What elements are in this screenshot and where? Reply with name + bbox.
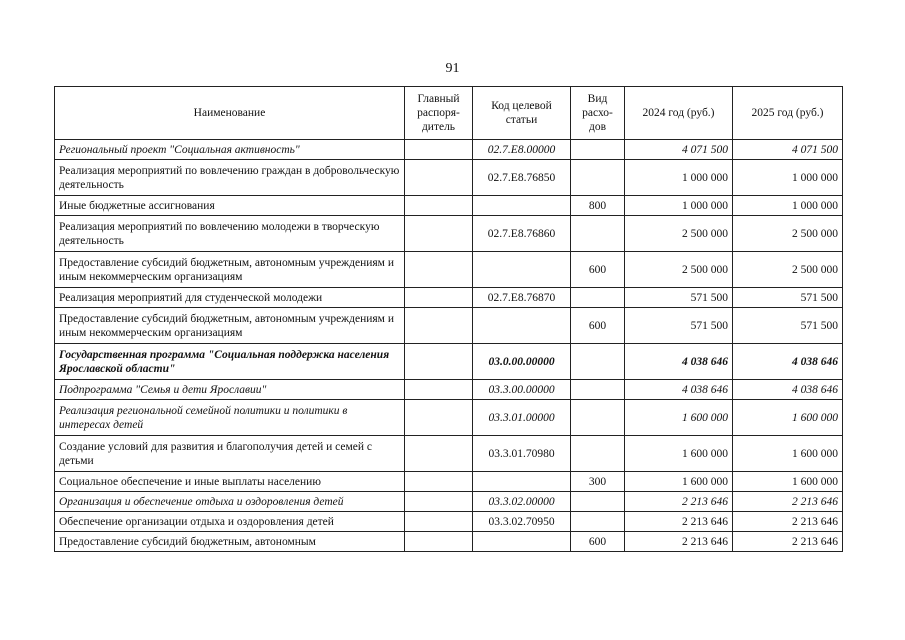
- row-main-manager: [405, 216, 473, 252]
- row-target-code: [473, 252, 571, 288]
- row-2024: 2 213 646: [625, 492, 733, 512]
- row-main-manager: [405, 308, 473, 344]
- row-2025: 2 213 646: [733, 512, 843, 532]
- row-main-manager: [405, 140, 473, 160]
- header-expense-type: Вид расхо-дов: [571, 87, 625, 140]
- row-2024: 4 038 646: [625, 380, 733, 400]
- row-2024: 4 038 646: [625, 344, 733, 380]
- row-main-manager: [405, 160, 473, 196]
- row-expense-type: 300: [571, 472, 625, 492]
- row-target-code: [473, 308, 571, 344]
- row-target-code: 02.7.E8.76870: [473, 288, 571, 308]
- row-expense-type: [571, 288, 625, 308]
- row-2025: 571 500: [733, 288, 843, 308]
- row-name: Предоставление субсидий бюджетным, автономным учреждениям и иным некоммерческим организациям: [55, 308, 405, 344]
- row-2024: 2 500 000: [625, 252, 733, 288]
- table-row: [55, 308, 843, 344]
- row-main-manager: [405, 196, 473, 216]
- row-main-manager: [405, 436, 473, 472]
- row-2025: 1 600 000: [733, 436, 843, 472]
- table-row: [55, 492, 843, 512]
- row-2025: 2 213 646: [733, 492, 843, 512]
- row-expense-type: [571, 400, 625, 436]
- row-expense-type: [571, 160, 625, 196]
- table-row: [55, 532, 843, 552]
- header-2024: 2024 год (руб.): [625, 87, 733, 140]
- row-name: Государственная программа "Социальная поддержка населения Ярославской области": [55, 344, 405, 380]
- table-row: [55, 160, 843, 196]
- row-target-code: 02.7.E8.76860: [473, 216, 571, 252]
- header-2025: 2025 год (руб.): [733, 87, 843, 140]
- row-main-manager: [405, 512, 473, 532]
- row-2025: 1 000 000: [733, 196, 843, 216]
- table-row: [55, 436, 843, 472]
- row-main-manager: [405, 532, 473, 552]
- row-target-code: 02.7.E8.00000: [473, 140, 571, 160]
- row-2024: 2 213 646: [625, 512, 733, 532]
- row-main-manager: [405, 492, 473, 512]
- row-name: Создание условий для развития и благополучия детей и семей с детьми: [55, 436, 405, 472]
- table-row: [55, 344, 843, 380]
- row-name: Организация и обеспечение отдыха и оздоровления детей: [55, 492, 405, 512]
- row-name: Реализация региональной семейной политики и политики в интересах детей: [55, 400, 405, 436]
- row-2025: 2 213 646: [733, 532, 843, 552]
- row-2024: 1 000 000: [625, 196, 733, 216]
- row-2024: 2 500 000: [625, 216, 733, 252]
- table-row: [55, 472, 843, 492]
- header-target-code: Код целевой статьи: [473, 87, 571, 140]
- row-2025: 1 000 000: [733, 160, 843, 196]
- row-expense-type: [571, 512, 625, 532]
- row-2025: 2 500 000: [733, 216, 843, 252]
- row-name: Подпрограмма "Семья и дети Ярославии": [55, 380, 405, 400]
- row-2024: 1 600 000: [625, 400, 733, 436]
- header-name: Наименование: [55, 87, 405, 140]
- table-row: [55, 140, 843, 160]
- row-2025: 571 500: [733, 308, 843, 344]
- row-name: Реализация мероприятий по вовлечению граждан в добровольческую деятельность: [55, 160, 405, 196]
- row-2025: 1 600 000: [733, 400, 843, 436]
- row-name: Предоставление субсидий бюджетным, автономным учреждениям и иным некоммерческим организациям: [55, 252, 405, 288]
- row-2024: 2 213 646: [625, 532, 733, 552]
- row-name: Реализация мероприятий для студенческой молодежи: [55, 288, 405, 308]
- table-row: [55, 400, 843, 436]
- row-2025: 4 071 500: [733, 140, 843, 160]
- row-2025: 4 038 646: [733, 344, 843, 380]
- row-name: Иные бюджетные ассигнования: [55, 196, 405, 216]
- row-name: Социальное обеспечение и иные выплаты населению: [55, 472, 405, 492]
- row-2025: 4 038 646: [733, 380, 843, 400]
- row-main-manager: [405, 400, 473, 436]
- table-row: [55, 196, 843, 216]
- row-target-code: [473, 472, 571, 492]
- budget-table: [54, 86, 843, 552]
- row-main-manager: [405, 344, 473, 380]
- row-target-code: 03.3.01.70980: [473, 436, 571, 472]
- row-expense-type: [571, 380, 625, 400]
- row-2024: 571 500: [625, 308, 733, 344]
- row-2025: 1 600 000: [733, 472, 843, 492]
- table-row: [55, 252, 843, 288]
- row-expense-type: 600: [571, 252, 625, 288]
- row-2024: 1 000 000: [625, 160, 733, 196]
- row-name: Предоставление субсидий бюджетным, автономным: [55, 532, 405, 552]
- row-name: Реализация мероприятий по вовлечению молодежи в творческую деятельность: [55, 216, 405, 252]
- row-expense-type: [571, 344, 625, 380]
- row-target-code: 02.7.E8.76850: [473, 160, 571, 196]
- row-2024: 1 600 000: [625, 472, 733, 492]
- row-main-manager: [405, 252, 473, 288]
- row-target-code: [473, 532, 571, 552]
- row-expense-type: 600: [571, 308, 625, 344]
- page-number: 91: [445, 61, 460, 76]
- row-expense-type: [571, 216, 625, 252]
- row-expense-type: 600: [571, 532, 625, 552]
- header-main-manager: Главный распоря-дитель: [405, 87, 473, 140]
- row-target-code: [473, 196, 571, 216]
- row-main-manager: [405, 380, 473, 400]
- row-target-code: 03.0.00.00000: [473, 344, 571, 380]
- row-target-code: 03.3.02.70950: [473, 512, 571, 532]
- row-2024: 571 500: [625, 288, 733, 308]
- row-2024: 4 071 500: [625, 140, 733, 160]
- table-header-row: [55, 87, 843, 140]
- row-expense-type: [571, 140, 625, 160]
- row-expense-type: 800: [571, 196, 625, 216]
- row-name: Региональный проект "Социальная активность": [55, 140, 405, 160]
- row-target-code: 03.3.02.00000: [473, 492, 571, 512]
- row-main-manager: [405, 288, 473, 308]
- row-2024: 1 600 000: [625, 436, 733, 472]
- table-row: [55, 512, 843, 532]
- row-2025: 2 500 000: [733, 252, 843, 288]
- row-name: Обеспечение организации отдыха и оздоровления детей: [55, 512, 405, 532]
- table-row: [55, 380, 843, 400]
- row-expense-type: [571, 492, 625, 512]
- row-main-manager: [405, 472, 473, 492]
- row-target-code: 03.3.01.00000: [473, 400, 571, 436]
- row-expense-type: [571, 436, 625, 472]
- table-row: [55, 216, 843, 252]
- table-row: [55, 288, 843, 308]
- row-target-code: 03.3.00.00000: [473, 380, 571, 400]
